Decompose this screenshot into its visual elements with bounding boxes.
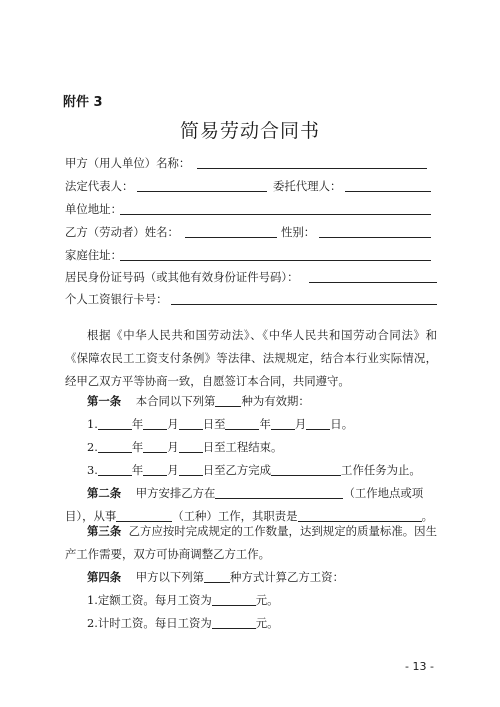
article-4-tail: 种方式计算乙方工资： [230,570,344,584]
home-address-blank[interactable] [120,260,431,261]
option-3-number: 3. [87,463,98,477]
fixed-wage-label: 1.定额工资。每月工资为 [87,593,212,607]
year-label: 年 [131,440,144,454]
opt1-end-month[interactable] [271,417,295,430]
opt2-start-month[interactable] [143,440,167,453]
gender-blank[interactable] [319,237,431,238]
unit-label: 元。 [255,593,279,607]
party-b-name-blank[interactable] [185,237,277,238]
article-4-item-2 [87,615,279,631]
day-end-label: 日。 [330,417,354,431]
agent-blank[interactable] [345,191,431,192]
option-2-tail: 日至工程结束。 [202,440,283,454]
article-1-option-2 [87,439,282,455]
preamble-paragraph: 根据《中华人民共和国劳动法》、《中华人民共和国劳动合同法》和《保障农民工工资支付条例》等法律、法规规定，结合本行业实际情况，经甲乙双方平等协商一致，自愿签订本合同，共同遵守。 [65,328,437,388]
home-address-label: 家庭住址： [65,248,122,262]
article-1-lead: 本合同以下列第 [135,394,216,408]
month-label: 月 [167,417,179,431]
attachment-label: 附件 3 [63,95,103,110]
opt1-start-day[interactable] [179,417,203,430]
day-to-label: 日至 [202,417,226,431]
article-4-lead: 甲方以下列第 [135,570,205,584]
article-2-text-a: 甲方安排乙方在 [135,486,216,500]
month-label: 月 [294,417,307,431]
opt3-start-year[interactable] [98,463,132,476]
year-label: 年 [131,417,144,431]
article-1-line [87,393,310,409]
opt2-start-year[interactable] [98,440,132,453]
work-location-blank[interactable] [215,486,343,499]
article-1-option-1 [87,416,353,432]
article-2-text-b: （工作地点或项 [343,486,424,500]
monthly-wage-blank[interactable] [212,593,256,606]
party-a-blank[interactable] [197,168,427,169]
id-number-label: 居民身份证号码（或其他有效身份证件号码）： [65,270,299,284]
bank-card-blank[interactable] [171,304,437,305]
hourly-wage-label: 2.计时工资。每日工资为 [87,616,212,630]
article-4-line [87,569,344,585]
id-number-blank[interactable] [309,282,437,283]
article-3-paragraph [65,520,437,566]
unit-label: 元。 [255,616,279,630]
gender-label: 性别： [281,225,316,239]
legal-rep-blank[interactable] [137,191,267,192]
article-2-text-d: （工种）工作，其职责是 [172,509,298,523]
opt3-start-day[interactable] [179,463,203,476]
article-1-tail: 种为有效期： [241,394,310,408]
article-4-item-1 [87,592,279,608]
opt1-end-day[interactable] [306,417,330,430]
opt1-end-year[interactable] [225,417,259,430]
article-3-text: 乙方应按时完成规定的工作数量，达到规定的质量标准。因生产工作需要，双方可协商调整乙方工作。 [65,524,437,561]
article-4-choice-blank[interactable] [204,570,230,583]
opt1-start-year[interactable] [98,417,132,430]
bank-card-label: 个人工资银行卡号： [65,292,168,306]
year-label: 年 [131,463,144,477]
opt3-task-blank[interactable] [271,463,341,476]
article-2-line-1 [87,485,423,501]
daily-wage-blank[interactable] [212,616,256,629]
option-3-mid: 日至乙方完成 [202,463,272,477]
opt3-start-month[interactable] [143,463,167,476]
article-1-label: 第一条 [87,394,122,408]
article-2-text-e: 。 [421,509,433,523]
party-a-label: 甲方（用人单位）名称： [65,156,191,170]
address-label: 单位地址： [65,202,122,216]
article-3-label: 第三条 [87,524,122,538]
address-blank[interactable] [120,214,431,215]
opt2-start-day[interactable] [179,440,203,453]
option-3-tail: 工作任务为止。 [341,463,421,477]
article-1-option-3 [87,462,421,478]
party-b-name-label: 乙方（劳动者）姓名： [65,225,179,239]
article-2-label: 第二条 [87,486,122,500]
page-number: - 13 - [405,660,434,673]
month-label: 月 [167,440,179,454]
document-title: 简易劳动合同书 [179,120,320,142]
month-label: 月 [167,463,179,477]
agent-label: 委托代理人： [273,179,342,193]
year-label: 年 [259,417,271,431]
opt1-start-month[interactable] [143,417,167,430]
option-2-number: 2. [87,440,98,454]
article-2-text-c: 目），从事 [65,509,117,523]
article-1-choice-blank[interactable] [215,394,241,407]
article-4-label: 第四条 [87,570,122,584]
option-1-number: 1. [87,417,98,431]
legal-rep-label: 法定代表人： [65,179,134,193]
